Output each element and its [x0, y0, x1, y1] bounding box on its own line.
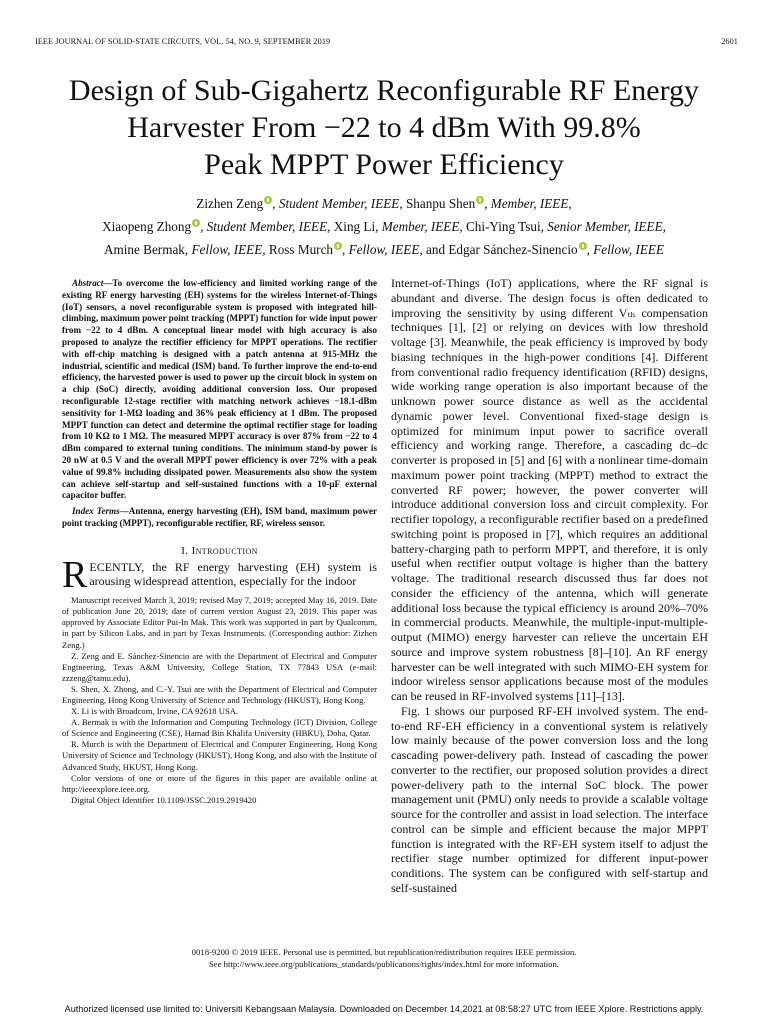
author-name: Amine Bermak	[103, 242, 185, 257]
footnote-affiliation: A. Bermak is with the Information and Computing Technology (ICT) Division, College of Science and Engineering (CSE), Hamad Bin Khalifa University (HBKU), Doha, Qatar.	[62, 717, 377, 739]
paper-title	[20, 72, 748, 183]
author-role: , Fellow, IEEE	[586, 242, 665, 257]
author-name: Ross Murch	[268, 242, 334, 257]
author-name: Zizhen Zeng	[196, 196, 264, 211]
title-line-2: Harvester From −22 to 4 dBm With 99.8%	[127, 111, 641, 144]
copyright-line: 0018-9200 © 2019 IEEE. Personal use is permitted, but republication/redistribution requires IEEE permission.	[191, 947, 577, 957]
left-column	[62, 278, 377, 806]
title-line-1: Design of Sub-Gigahertz Reconfigurable RF Energy	[68, 74, 700, 107]
abstract-text: To overcome the low-efficiency and limited working range of the existing RF energy harvesting (EH) systems for the wireless Internet-of-Things (IoT) sensors, a novel reconfigurable system is proposed with integrated hill-climbing, maximum power point tracking (MPPT) function for wide input power from −22 to 4 dBm. A conceptual linear model with high accuracy is also proposed to analyze the rectifier efficiency for MPPT operations. The rectifier with off-chip matching is designed with a patch antenna at 915-MHz the industrial, scientific and medical (ISM) band. To further improve the end-to-end efficiency, the harvested power is used to power up the circuit block in system on a chip (SoC) directly, avoiding additional conversion loss. Our proposed reconfigurable 12-stage rectifier with matching network achieves −18.1-dBm sensitivity for 1-MΩ loading and 36% peak efficiency at 1 dBm. The proposed MPPT function can detect and determine the optimal rectifier stage for loading from 10 KΩ to 1 MΩ. The measured MPPT accuracy is over 87% from −22 to 4 dBm compared to external tuning conditions. The minimum stand-by power is 20 nW at 0.5 V and the overall MPPT power efficiency is over 72% with a peak value of 99.8% including dissipated power. Measurements also show the system can achieve self-startup and self-sustained functions with a 10-μF external capacitor buffer.	[62, 278, 377, 501]
intro-paragraph	[62, 553, 377, 596]
drop-cap: R	[62, 553, 88, 596]
index-terms-text: Antenna, energy harvesting (EH), ISM band, maximum power point tracking (MPPT), reconfigurable rectifier, RF, wireless sensor.	[62, 506, 377, 528]
section-title: Introduction	[191, 544, 258, 557]
author-name: Xing Li	[333, 219, 376, 234]
intro-text: ECENTLY, the RF energy harvesting (EH) system is arousing widespread attention, especially for the indoor	[89, 559, 377, 589]
footnote-manuscript: Manuscript received March 3, 2019; revised May 7, 2019; accepted May 16, 2019. Date of publication June 20, 2019; date of current version August 23, 2019. This paper was approved by Associate Editor Pui-In Mak. This work was supported in part by Qualcomm, in part by Silicon Labs, and in part by Texas Instruments. (Corresponding author: Zizhen Zeng.)	[62, 595, 377, 650]
index-terms	[62, 506, 377, 530]
section-heading	[62, 544, 377, 558]
author-line-3	[20, 238, 748, 261]
author-role: , Member, IEEE,	[375, 219, 466, 234]
orcid-icon[interactable]	[264, 196, 272, 204]
author-name: Chi-Ying Tsui	[465, 219, 541, 234]
abstract-label: Abstract—	[72, 278, 113, 288]
footnote-affiliation: Z. Zeng and E. Sánchez-Sinencio are with the Department of Electrical and Computer Engineering, Texas A&M University, College Station, TX 77843 USA (e-mail: zzzeng@tamu.edu).	[62, 650, 377, 683]
orcid-icon[interactable]	[192, 219, 200, 227]
footnote-affiliation: S. Shen, X. Zhong, and C.-Y. Tsui are with the Department of Electrical and Computer Engineering, Hong Kong University of Science and Technology (HKUST), Hong Kong.	[62, 683, 377, 705]
orcid-icon[interactable]	[579, 242, 587, 250]
footnote-affiliation: X. Li is with Broadcom, Irvine, CA 92618 USA.	[71, 706, 239, 717]
author-list	[20, 192, 748, 261]
author-role: , Senior Member, IEEE,	[540, 219, 666, 234]
author-name: and Edgar Sánchez-Sinencio	[426, 242, 578, 257]
orcid-icon[interactable]	[476, 196, 484, 204]
footnote-color-versions: Color versions of one or more of the figures in this paper are available online at http://ieeexplore.ieee.org.	[62, 772, 377, 794]
abstract	[62, 278, 377, 502]
right-column	[391, 276, 708, 896]
author-name: Shanpu Shen	[405, 196, 476, 211]
author-role: , Student Member, IEEE,	[200, 219, 334, 234]
footnote-doi: Digital Object Identifier 10.1109/JSSC.2019.2919420	[71, 794, 257, 805]
author-line-1	[20, 192, 748, 215]
author-line-2	[20, 215, 748, 238]
footnote-affiliation: R. Murch is with the Department of Electrical and Computer Engineering, Hong Kong University of Science and Technology (HKUST), Hong Kong, and also with the Institute of Advanced Study, HKUST, Hong Kong.	[62, 739, 378, 772]
body-paragraph: Internet-of-Things (IoT) applications, where the RF signal is abundant and diverse. The design focus is often dedicated to improving the sensitivity by using different Vₜₕ compensation techniques [1], [2] or relying on devices with low threshold voltage [3]. Meanwhile, the peak efficiency is improved by body biasing techniques in the high-power conditions [4]. Different from conventional radio frequency identification (RFID) designs, wide working range operation is also important because of the unknown power source distance as well as the accidental dynamic power level. Conventional fixed-stage design is optimized for minimum input power to sacrifice overall efficiency and working range. Therefore, a cascading dc–dc converter is proposed in [5] and [6] with a nonlinear time-domain maximum power point tracking (MPPT) method to extract the converted RF power; however, the power converter will introduce additional conversion loss and circuit complexity. For rectifier topology, a reconfigurable rectifier based on a predefined switching point is proposed in [7], which requires an additional battery-charging path to perform MPPT, and therefore, it is only useful when rectifier output voltage is higher than the battery voltage. The traditional research discussed thus far does not consider the efficiency of the antenna, which will generate additional loss because the typical efficiency is around 20%–70% in commercial products. Meanwhile, the multiple-input-multiple-output (MIMO) energy harvester can relieve the uncertain EH source and improve system robustness [8]–[10]. An RF energy harvester can be well integrated with such MIMO-EH system for indoor wireless sensor applications because most of the modules can be reused in RF-involved systems [11]–[13].	[391, 276, 708, 703]
journal-info: IEEE JOURNAL OF SOLID-STATE CIRCUITS, VOL. 54, NO. 9, SEPTEMBER 2019	[35, 37, 331, 46]
author-name: Xiaopeng Zhong	[102, 219, 192, 234]
license-notice: Authorized licensed use limited to: Universiti Kebangsaan Malaysia. Downloaded on December 14,2021 at 08:58:27 UTC from IEEE Xplore. Restrictions apply.	[64, 1004, 704, 1014]
page-number: 2601	[721, 37, 738, 46]
orcid-icon[interactable]	[334, 242, 342, 250]
author-role: , Fellow, IEEE,	[342, 242, 427, 257]
running-header	[35, 37, 738, 51]
copyright-note	[0, 947, 768, 970]
author-role: , Student Member, IEEE,	[272, 196, 406, 211]
title-line-3: Peak MPPT Power Efficiency	[204, 148, 564, 181]
author-role: , Fellow, IEEE,	[184, 242, 269, 257]
footnotes	[62, 595, 377, 806]
body-paragraph: Fig. 1 shows our purposed RF-EH involved system. The end-to-end RF-EH efficiency in a conventional system is relatively low mainly because of the power conversion loss and the long cascading power-delivery path. Instead of cascading the power converter to the rectifier, our proposed solution provides a direct power-delivery path to the internal SoC block. The power management unit (PMU) only needs to provide a scalable voltage source for the controller and assist in load selection. The interface control can be simple and efficient because the major MPPT function is integrated with the RF-EH system itself to adjust the rectifier stage number optimized for different input-power conditions. The system can be configured with self-startup and self-sustained	[391, 703, 708, 895]
author-role: , Member, IEEE,	[484, 196, 572, 211]
section-number: I.	[181, 544, 192, 557]
rights-url-line: See http://www.ieee.org/publications_standards/publications/rights/index.html for more information.	[208, 958, 560, 969]
index-terms-label: Index Terms—	[72, 506, 129, 517]
